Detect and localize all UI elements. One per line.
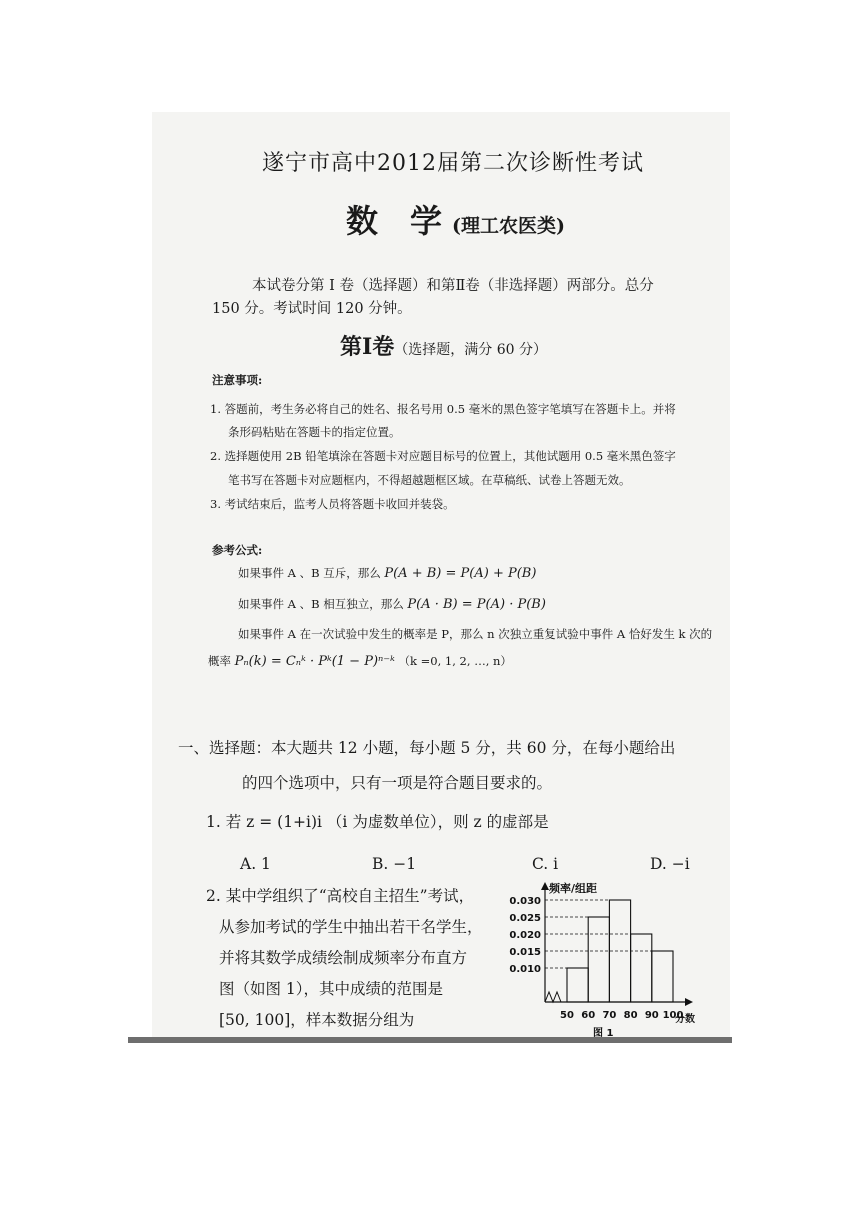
q2-line-2: 从参加考试的学生中抽出若干名学生， [219,918,483,936]
volume-name: 第Ⅰ卷 [340,334,395,360]
q2-line-5: [50, 100]，样本数据分组为 [219,1011,415,1029]
q1-option-a: A. 1 [240,855,271,873]
histogram-bar [631,934,652,1002]
x-tick-label: 100 [662,1010,684,1021]
y-tick-label: 0.015 [509,947,541,958]
volume-title [340,330,547,361]
frequency-histogram [505,880,705,1040]
formula-line-2 [238,596,546,612]
y-axis-arrow [541,882,549,890]
subject-subtitle: (理工农医类) [452,215,565,237]
y-tick-label: 0.020 [509,930,541,941]
formula-1-text: 如果事件 A 、B 互斥，那么 [238,566,381,580]
subject-name: 数 学 [346,202,443,240]
volume-subtitle: （选择题，满分 60 分） [394,342,548,358]
notice-item-2: 2. 选择题使用 2B 铅笔填涂在答题卡对应题目标号的位置上，其他试题用 0.5 毫米黑色签字 [210,449,676,463]
notice-heading: 注意事项: [212,373,263,387]
histogram-bar [652,951,673,1002]
section-heading-line-1: 一、选择题：本大题共 12 小题，每小题 5 分，共 60 分，在每小题给出 [178,739,676,757]
y-tick-label: 0.025 [509,913,541,924]
notice-item-1: 1. 答题前，考生务必将自己的姓名、报名号用 0.5 毫米的黑色签字笔填写在答题卡上。并将 [210,402,676,416]
formula-line-1 [238,565,536,581]
x-tick-label: 70 [602,1010,617,1021]
x-axis-arrow [685,998,693,1006]
formula-4-tail: （k =0, 1, 2, …, n） [398,654,512,668]
q2-line-3: 并将其数学成绩绘制成频率分布直方 [219,949,468,967]
formula-line-3: 如果事件 A 在一次试验中发生的概率是 P，那么 n 次独立重复试验中事件 A 恰好发生 k 次的 [238,627,713,641]
q2-line-4: 图（如图 1），其中成绩的范围是 [219,980,444,998]
x-tick-label: 80 [623,1010,638,1021]
histogram-bar [567,968,588,1002]
histogram-bar [588,917,609,1002]
y-axis-label: 频率/组距 [549,882,598,895]
formula-4-text: 概率 [208,654,231,668]
section-heading-line-2: 的四个选项中，只有一项是符合题目要求的。 [242,774,553,792]
q1-option-d: D. −i [650,855,690,873]
intro-line-2: 150 分。考试时间 120 分钟。 [212,301,412,317]
x-tick-label: 90 [644,1010,659,1021]
y-tick-label: 0.030 [509,896,541,907]
notice-item-1-cont: 条形码粘贴在答题卡的指定位置。 [228,425,401,439]
axis-break-mark [545,992,561,1002]
formula-4-expr: Pₙ(k) = Cₙᵏ · Pᵏ(1 − P)ⁿ⁻ᵏ [234,654,395,669]
formula-2-expr: P(A · B) = P(A) · P(B) [407,597,546,612]
formula-line-4 [208,653,512,669]
formula-1-expr: P(A + B) = P(A) + P(B) [384,566,537,581]
exam-title: 遂宁市高中2012届第二次诊断性考试 [262,151,644,176]
formula-2-text: 如果事件 A 、B 相互独立，那么 [238,597,404,611]
q1-option-c: C. i [532,855,559,873]
subject-title [346,196,565,242]
figure-caption: 图 1 [593,1028,614,1039]
q1-option-b: B. −1 [372,855,417,873]
notice-item-2-cont: 笔书写在答题卡对应题框内，不得超越题框区域。在草稿纸、试卷上答题无效。 [228,473,631,487]
x-tick-label: 50 [560,1010,574,1021]
notice-item-3: 3. 考试结束后，监考人员将答题卡收回并装袋。 [210,497,455,511]
q2-line-1: 2. 某中学组织了“高校自主招生”考试， [206,887,475,905]
x-axis-label: 分数 [675,1014,695,1025]
y-tick-label: 0.010 [509,964,541,975]
x-tick-label: 60 [581,1010,596,1021]
intro-line-1: 本试卷分第 Ⅰ 卷（选择题）和第Ⅱ卷（非选择题）两部分。总分 [252,278,654,294]
formulas-heading: 参考公式: [212,543,263,557]
q1-stem: 1. 若 z = (1+i)i （i 为虚数单位），则 z 的虚部是 [206,813,549,831]
